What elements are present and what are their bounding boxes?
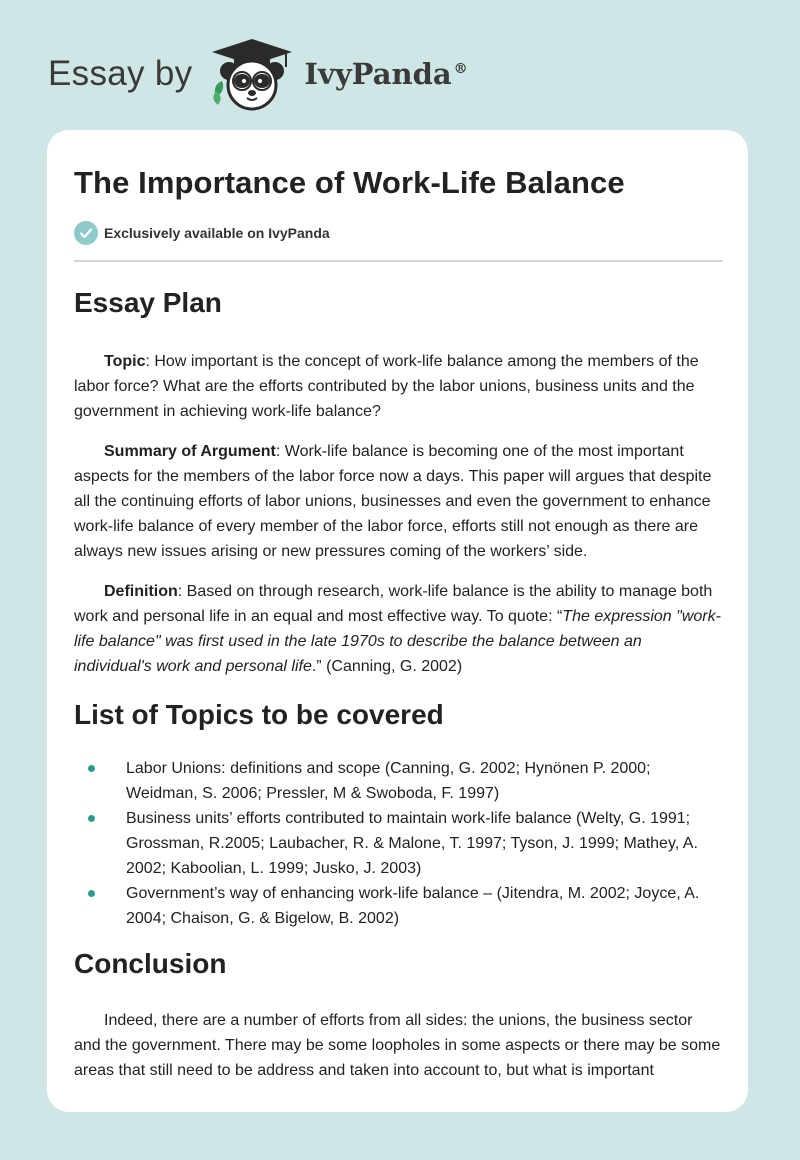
brand-prefix: Essay by: [48, 54, 193, 93]
conclusion-heading: Conclusion: [74, 948, 227, 979]
definition-quote: The expression "work-life balance" was first used in the late 1970s to describe the balance between an individual's work and personal life: [74, 608, 721, 675]
brand-header: [48, 34, 468, 114]
topics-heading: List of Topics to be covered: [74, 699, 444, 730]
conclusion-paragraph: Indeed, there are a number of efforts from all sides: the unions, the business sector and the government. There may be some loopholes in some aspects or there may be some areas that still need to be address and taken into account to, but what is important: [74, 1012, 721, 1079]
page-title: The Importance of Work-Life Balance: [74, 165, 625, 200]
bullet-icon: [88, 815, 95, 822]
exclusive-text: Exclusively available on IvyPanda: [104, 225, 330, 241]
essay-plan-heading: Essay Plan: [74, 287, 222, 318]
brand-name: IvyPanda ®: [304, 57, 468, 91]
topics-list: [74, 756, 721, 931]
bullet-icon: [88, 765, 95, 772]
list-item: Government’s way of enhancing work-life balance – (Jitendra, M. 2002; Joyce, A. 2004; Chaison, G. & Bigelow, B. 2002): [74, 881, 721, 931]
definition-paragraph: Definition: Based on through research, work-life balance is the ability to manage both work and personal life in an equal and most effective way. To quote: “The expression "work-life balance" was first used in the late 1970s to describe the balance between an individual's work and personal life.” (Canning, G. 2002): [74, 583, 721, 675]
topic-label: Topic: [104, 353, 146, 370]
list-item: Business units’ efforts contributed to maintain work-life balance (Welty, G. 1991; Grossman, R.2005; Laubacher, R. & Malone, T. 1997; Tyson, J. 1999; Mathey, A. 2002; Kaboolian, L. 1999; Jusko, J. 2003): [74, 806, 721, 881]
bullet-icon: [88, 890, 95, 897]
definition-label: Definition: [104, 583, 178, 600]
check-icon: [74, 221, 98, 245]
panda-logo-icon[interactable]: [206, 35, 298, 113]
list-item: Labor Unions: definitions and scope (Canning, G. 2002; Hynönen P. 2000; Weidman, S. 2006; Pressler, M & Swoboda, F. 1997): [74, 756, 721, 806]
summary-label: Summary of Argument: [104, 443, 276, 460]
summary-paragraph: Summary of Argument: Work-life balance is becoming one of the most important aspects for the members of the labor force now a days. This paper will argues that despite all the continuing efforts of labor unions, businesses and even the government to enhance work-life balance of every member of the labor force, efforts still not enough as there are always new issues arising or new pressures coming of the workers’ side.: [74, 443, 712, 560]
topic-paragraph: Topic: How important is the concept of work-life balance among the members of the labor force? What are the efforts contributed by the labor unions, business units and the government in achieving work-life balance?: [74, 353, 699, 420]
divider: [74, 260, 723, 262]
essay-card: [47, 130, 748, 1112]
exclusive-badge: [74, 221, 721, 245]
